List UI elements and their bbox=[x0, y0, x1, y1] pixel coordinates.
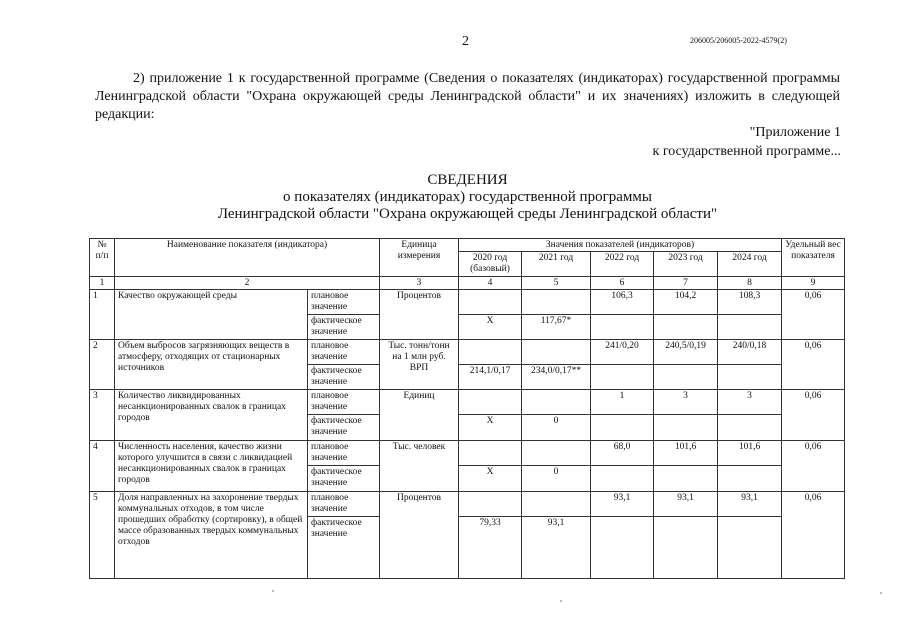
indicator-row-plan bbox=[90, 441, 845, 466]
plan-value bbox=[459, 390, 522, 415]
indicator-row-plan bbox=[90, 390, 845, 415]
row-number: 1 bbox=[90, 290, 115, 340]
value-type-plan: плановое значение bbox=[308, 492, 380, 517]
fact-value bbox=[654, 466, 718, 492]
fact-value bbox=[591, 415, 654, 441]
plan-value bbox=[459, 340, 522, 365]
plan-value bbox=[522, 340, 591, 365]
col-number: 4 bbox=[459, 277, 522, 290]
col-number: 2 bbox=[115, 277, 380, 290]
plan-value bbox=[459, 290, 522, 315]
indicators-table bbox=[89, 238, 845, 579]
fact-value bbox=[591, 365, 654, 390]
value-type-fact: фактическое значение bbox=[308, 365, 380, 390]
plan-value: 1 bbox=[591, 390, 654, 415]
fact-value bbox=[591, 466, 654, 492]
header-num: № п/п bbox=[90, 239, 115, 277]
row-number: 2 bbox=[90, 340, 115, 390]
unit-of-measure: Тыс. тонн/тонн на 1 млн руб. ВРП bbox=[380, 340, 459, 390]
plan-value: 108,3 bbox=[718, 290, 782, 315]
value-type-fact: фактическое значение bbox=[308, 315, 380, 340]
fact-value: 214,1/0,17 bbox=[459, 365, 522, 390]
title-line-1: СВЕДЕНИЯ bbox=[427, 172, 508, 188]
indicator-name: Численность населения, качество жизни которого улучшится в связи с ликвидацией несанкционированных свалок в границах городов bbox=[115, 441, 308, 492]
plan-value: 240,5/0,19 bbox=[654, 340, 718, 365]
fact-value bbox=[591, 517, 654, 579]
header-2024: 2024 год bbox=[718, 252, 782, 277]
plan-value: 104,2 bbox=[654, 290, 718, 315]
fact-value bbox=[718, 466, 782, 492]
fact-value bbox=[718, 415, 782, 441]
plan-value bbox=[522, 290, 591, 315]
annex-line-1: "Приложение 1 bbox=[749, 125, 841, 140]
plan-value: 106,3 bbox=[591, 290, 654, 315]
header-2022: 2022 год bbox=[591, 252, 654, 277]
value-type-plan: плановое значение bbox=[308, 290, 380, 315]
fact-value: Х bbox=[459, 315, 522, 340]
fact-value: Х bbox=[459, 466, 522, 492]
header-2021: 2021 год bbox=[522, 252, 591, 277]
indicator-row-plan bbox=[90, 340, 845, 365]
fact-value bbox=[718, 315, 782, 340]
indicator-weight: 0,06 bbox=[782, 441, 845, 492]
indicator-weight: 0,06 bbox=[782, 492, 845, 579]
indicator-weight: 0,06 bbox=[782, 290, 845, 340]
scan-speck bbox=[272, 590, 274, 592]
document-code: 206005/206005-2022-4579(2) bbox=[690, 36, 787, 45]
plan-value bbox=[522, 492, 591, 517]
header-2023: 2023 год bbox=[654, 252, 718, 277]
page-number: 2 bbox=[462, 34, 469, 49]
value-type-fact: фактическое значение bbox=[308, 466, 380, 492]
row-number: 4 bbox=[90, 441, 115, 492]
unit-of-measure: Процентов bbox=[380, 290, 459, 340]
scan-speck bbox=[880, 592, 882, 594]
fact-value: 93,1 bbox=[522, 517, 591, 579]
header-values-group: Значения показателей (индикаторов) bbox=[459, 239, 782, 252]
col-number: 9 bbox=[782, 277, 845, 290]
value-type-plan: плановое значение bbox=[308, 340, 380, 365]
plan-value: 3 bbox=[718, 390, 782, 415]
column-numbers-row bbox=[90, 277, 845, 290]
annex-line-2: к государственной программе... bbox=[652, 144, 841, 159]
indicator-name: Объем выбросов загрязняющих веществ в атмосферу, отходящих от стационарных источников bbox=[115, 340, 308, 390]
plan-value: 101,6 bbox=[654, 441, 718, 466]
col-number: 8 bbox=[718, 277, 782, 290]
plan-value: 93,1 bbox=[591, 492, 654, 517]
fact-value bbox=[654, 365, 718, 390]
row-number: 3 bbox=[90, 390, 115, 441]
fact-value bbox=[654, 415, 718, 441]
value-type-fact: фактическое значение bbox=[308, 517, 380, 579]
col-number: 7 bbox=[654, 277, 718, 290]
fact-value bbox=[718, 517, 782, 579]
fact-value bbox=[654, 315, 718, 340]
fact-value: 234,0/0,17** bbox=[522, 365, 591, 390]
fact-value bbox=[654, 517, 718, 579]
fact-value bbox=[718, 365, 782, 390]
header-row-1 bbox=[90, 239, 845, 252]
indicator-weight: 0,06 bbox=[782, 340, 845, 390]
plan-value: 93,1 bbox=[654, 492, 718, 517]
indicator-row-plan bbox=[90, 290, 845, 315]
indicator-name: Количество ликвидированных несанкционированных свалок в границах городов bbox=[115, 390, 308, 441]
annex-reference bbox=[653, 123, 841, 161]
value-type-plan: плановое значение bbox=[308, 441, 380, 466]
value-type-fact: фактическое значение bbox=[308, 415, 380, 441]
plan-value bbox=[459, 441, 522, 466]
header-name: Наименование показателя (индикатора) bbox=[115, 239, 380, 277]
indicator-name: Качество окружающей среды bbox=[115, 290, 308, 340]
intro-paragraph: 2) приложение 1 к государственной программе (Сведения о показателях (индикаторах) государственной программы Ленинградской области "Охрана окружающей среды Ленинградской области" и их значениях) изложить в следующей редакции: bbox=[95, 71, 840, 122]
plan-value: 93,1 bbox=[718, 492, 782, 517]
plan-value bbox=[459, 492, 522, 517]
fact-value bbox=[591, 315, 654, 340]
fact-value: 0 bbox=[522, 415, 591, 441]
row-number: 5 bbox=[90, 492, 115, 579]
plan-value: 101,6 bbox=[718, 441, 782, 466]
fact-value: 117,67* bbox=[522, 315, 591, 340]
fact-value: 79,33 bbox=[459, 517, 522, 579]
title-line-3: Ленинградской области "Охрана окружающей среды Ленинградской области" bbox=[217, 206, 718, 222]
plan-value: 3 bbox=[654, 390, 718, 415]
col-number: 5 bbox=[522, 277, 591, 290]
plan-value: 240/0,18 bbox=[718, 340, 782, 365]
fact-value: Х bbox=[459, 415, 522, 441]
plan-value bbox=[522, 441, 591, 466]
header-2020: 2020 год (базовый) bbox=[459, 252, 522, 277]
col-number: 3 bbox=[380, 277, 459, 290]
plan-value: 68,0 bbox=[591, 441, 654, 466]
title-line-2: о показателях (индикаторах) государственной программы bbox=[283, 189, 652, 205]
plan-value bbox=[522, 390, 591, 415]
col-number: 1 bbox=[90, 277, 115, 290]
document-title bbox=[95, 172, 840, 223]
indicator-weight: 0,06 bbox=[782, 390, 845, 441]
unit-of-measure: Процентов bbox=[380, 492, 459, 579]
indicator-name: Доля направленных на захоронение твердых коммунальных отходов, в том числе прошедших обработку (сортировку), в общей массе образованных твердых коммунальных отходов bbox=[115, 492, 308, 579]
scan-speck bbox=[560, 600, 562, 602]
header-weight: Удельный вес показателя bbox=[782, 239, 845, 277]
col-number: 6 bbox=[591, 277, 654, 290]
indicator-row-plan bbox=[90, 492, 845, 517]
unit-of-measure: Тыс. человек bbox=[380, 441, 459, 492]
unit-of-measure: Единиц bbox=[380, 390, 459, 441]
plan-value: 241/0,20 bbox=[591, 340, 654, 365]
value-type-plan: плановое значение bbox=[308, 390, 380, 415]
fact-value: 0 bbox=[522, 466, 591, 492]
header-unit: Единица измерения bbox=[380, 239, 459, 277]
